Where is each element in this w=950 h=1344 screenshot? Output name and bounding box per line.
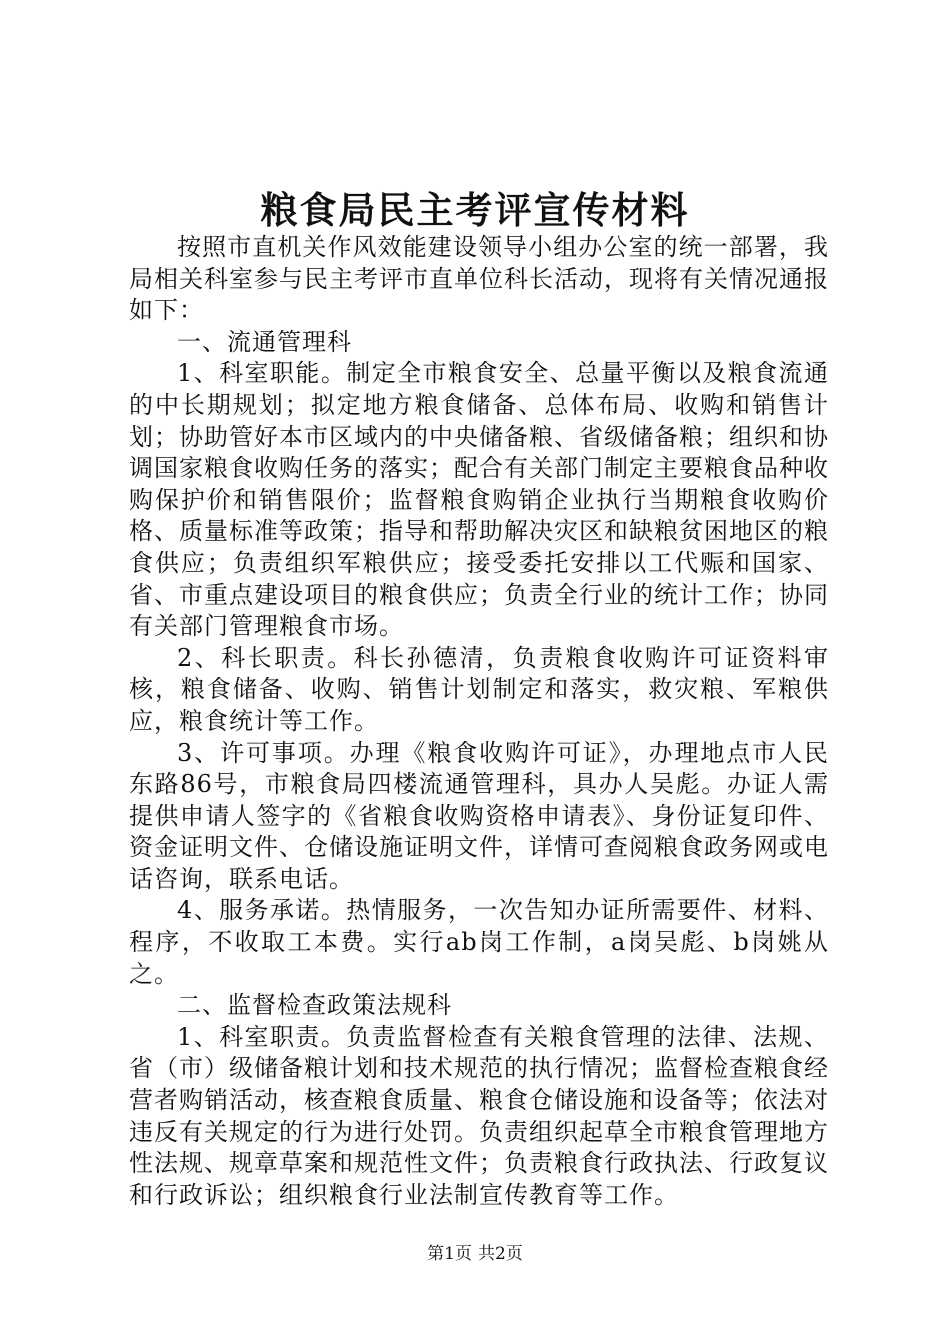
page-number: 第1页: [427, 1244, 472, 1264]
paragraph-service-commitment: 4、服务承诺。热情服务，一次告知办证所需要件、材料、程序，不收取工本费。实行ab岗工作制，a岗吴彪、b岗姚从之。: [129, 896, 829, 988]
page-total: 共2页: [478, 1244, 523, 1264]
paragraph-supervision-duties: 1、科室职责。负责监督检查有关粮食管理的法律、法规、省（市）级储备粮计划和技术规范的执行情况；监督检查粮食经营者购销活动，核查粮食质量、粮食仓储设施和设备等；依法对违反有关规定的行为进行处罚。负责组织起草全市粮食管理地方性法规、规章草案和规范性文件；负责粮食行政执法、行政复议和行政诉讼；组织粮食行业法制宣传教育等工作。: [129, 1022, 829, 1209]
paragraph-chief-duties: 2、科长职责。科长孙德清，负责粮食收购许可证资料审核，粮食储备、收购、销售计划制定和落实，救灾粮、军粮供应，粮食统计等工作。: [129, 643, 829, 735]
intro-paragraph: 按照市直机关作风效能建设领导小组办公室的统一部署，我局相关科室参与民主考评市直单位科长活动，现将有关情况通报如下：: [129, 233, 829, 325]
page-footer: [0, 1242, 950, 1266]
paragraph-permit-items: 3、许可事项。办理《粮食收购许可证》，办理地点市人民东路86号，市粮食局四楼流通管理科，具办人吴彪。办证人需提供申请人签字的《省粮食收购资格申请表》、身份证复印件、资金证明文件、仓储设施证明文件，详情可查阅粮食政务网或电话咨询，联系电话。: [129, 738, 829, 893]
document-title: 粮食局民主考评宣传材料: [260, 188, 690, 232]
section-heading-supervision: 二、监督检查政策法规科: [177, 991, 452, 1020]
section-heading-circulation: 一、流通管理科: [177, 327, 352, 356]
paragraph-office-functions: 1、科室职能。制定全市粮食安全、总量平衡以及粮食流通的中长期规划；拟定地方粮食储备、总体布局、收购和销售计划；协助管好本市区域内的中央储备粮、省级储备粮；组织和协调国家粮食收购任务的落实；配合有关部门制定主要粮食品种收购保护价和销售限价；监督粮食购销企业执行当期粮食收购价格、质量标准等政策；指导和帮助解决灾区和缺粮贫困地区的粮食供应；负责组织军粮供应；接受委托安排以工代赈和国家、省、市重点建设项目的粮食供应；负责全行业的统计工作；协同有关部门管理粮食市场。: [129, 359, 829, 641]
document-body: [129, 232, 829, 1211]
